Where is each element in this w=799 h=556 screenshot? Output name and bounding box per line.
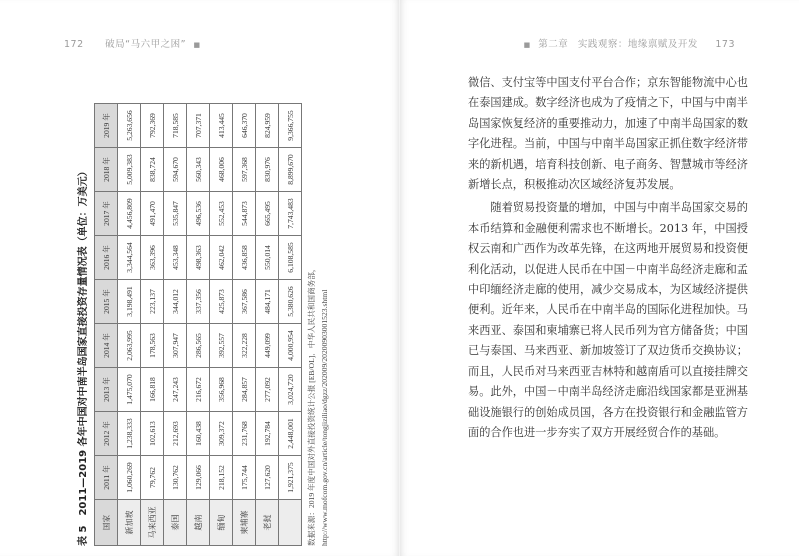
table-cell: 718,585 (164, 104, 187, 148)
table-cell: 344,012 (164, 280, 187, 324)
table-caption-text: 2011—2019 各年中国对中南半岛国家直接投资存量情况表（单位：万美元） (78, 166, 89, 516)
column-header: 2014 年 (95, 324, 118, 368)
table-row (118, 104, 141, 546)
table-cell: 7,743,483 (279, 192, 302, 236)
table-cell: 544,873 (233, 192, 256, 236)
table-cell: 216,672 (187, 368, 210, 412)
table-cell: 79,762 (141, 456, 164, 500)
left-page-number: 172 (64, 39, 84, 50)
left-page (0, 0, 399, 556)
column-header: 2012 年 (95, 412, 118, 456)
body-text (468, 73, 748, 445)
column-header: 2018 年 (95, 148, 118, 192)
table-cell: 212,693 (164, 412, 187, 456)
table-cell: 127,620 (256, 456, 279, 500)
table-cell: 792,369 (141, 104, 164, 148)
row-header-cell: 老挝 (256, 500, 279, 546)
book-title: 破局“马六甲之困” (105, 39, 187, 50)
table-cell: 129,066 (187, 456, 210, 500)
table-cell: 367,586 (233, 280, 256, 324)
table-cell: 277,092 (256, 368, 279, 412)
table-cell: 491,470 (141, 192, 164, 236)
table-cell: 102,613 (141, 412, 164, 456)
table-cell: 824,959 (256, 104, 279, 148)
row-header-cell: 新加坡 (118, 500, 141, 546)
table-header-row (95, 104, 118, 546)
table-cell: 363,396 (141, 236, 164, 280)
table-cell: 453,348 (164, 236, 187, 280)
right-page (400, 0, 799, 556)
table-cell: 247,243 (164, 368, 187, 412)
row-header-cell (279, 500, 302, 546)
table-body (118, 104, 302, 546)
table-cell: 707,371 (187, 104, 210, 148)
table-cell: 3,024,720 (279, 368, 302, 412)
table-cell: 552,453 (210, 192, 233, 236)
column-header: 2013 年 (95, 368, 118, 412)
table-cell: 1,475,070 (118, 368, 141, 412)
table-cell: 665,495 (256, 192, 279, 236)
row-header-cell: 柬埔寨 (233, 500, 256, 546)
table-row (187, 104, 210, 546)
table-row (256, 104, 279, 546)
table-cell: 413,445 (210, 104, 233, 148)
table-cell: 223,137 (141, 280, 164, 324)
table-cell: 218,152 (210, 456, 233, 500)
table-cell: 498,363 (187, 236, 210, 280)
paragraph: 随着贸易投资量的增加，中国与中南半岛国家交易的本币结算和金融便利需求也不断增长。2013 年，中国授权云南和广西作为改革先锋，在这两地开展贸易和投资便利化活动，以促进人民币在中国－中南半岛经济走廊和孟中印缅经济走廊的使用，减少交易成本，为区域经济提供便利。近年来，人民币在中南半岛的国际化进程加快。马来西亚、泰国和柬埔寨已将人民币列为官方储备货；中国已与泰国、马来西亚、新加坡签订了双边货币交换协议；而且，人民币对马来西亚吉林特和越南盾可以直接挂牌交易。此外，中国－中南半岛经济走廊沿线国家都是亚洲基础设施银行的创始成员国，各方在投资银行和金融监管方面的合作也进一步夯实了双方开展经贸合作的基础。 (468, 201, 748, 439)
table-row (164, 104, 187, 546)
table-cell: 4,000,954 (279, 324, 302, 368)
table-cell: 130,762 (164, 456, 187, 500)
table-cell: 5,380,626 (279, 280, 302, 324)
paragraph: 微信、支付宝等中国支付平台合作；京东智能物流中心也在泰国建成。数字经济也成为了疫情之下，中国与中南半岛国家恢复经济的重要推动力，加速了中南半岛国家的数字化进程。当前，中国与中南半岛国家正抓住数字经济带来的新机遇，培育科技创新、电子商务、智慧城市等经济新增长点，积极推动次区域经济复苏发展。 (468, 76, 748, 192)
header-mark: ■ (523, 41, 531, 49)
table-cell: 6,108,585 (279, 236, 302, 280)
table-cell: 535,847 (164, 192, 187, 236)
table-cell: 5,009,383 (118, 148, 141, 192)
investment-table (94, 103, 302, 546)
table-cell: 178,563 (141, 324, 164, 368)
table-cell: 286,565 (187, 324, 210, 368)
row-header-cell: 马来西亚 (141, 500, 164, 546)
table-row (279, 104, 302, 546)
table-cell: 307,947 (164, 324, 187, 368)
table-caption (76, 96, 92, 546)
table-cell: 231,768 (233, 412, 256, 456)
table-cell: 449,099 (256, 324, 279, 368)
table-cell: 356,968 (210, 368, 233, 412)
table-cell: 436,858 (233, 236, 256, 280)
table-cell: 597,368 (233, 148, 256, 192)
table-cell: 175,744 (233, 456, 256, 500)
row-header-cell: 越南 (187, 500, 210, 546)
table-cell: 1,238,333 (118, 412, 141, 456)
table-cell: 322,228 (233, 324, 256, 368)
column-header: 国家 (95, 500, 118, 546)
row-header-cell: 缅甸 (210, 500, 233, 546)
table-cell: 1,921,375 (279, 456, 302, 500)
table-cell: 166,818 (141, 368, 164, 412)
table-cell: 4,456,809 (118, 192, 141, 236)
table-cell: 1,060,269 (118, 456, 141, 500)
table-cell: 462,042 (210, 236, 233, 280)
column-header: 2017 年 (95, 192, 118, 236)
table-cell: 594,670 (164, 148, 187, 192)
rotated-table-block (76, 96, 332, 546)
chapter-title: 实践观察：地缘禀赋及开发 (577, 39, 698, 50)
table-row (210, 104, 233, 546)
table-cell: 838,724 (141, 148, 164, 192)
table-cell: 284,857 (233, 368, 256, 412)
table-cell: 9,366,755 (279, 104, 302, 148)
table-caption-label: 表 5 (78, 525, 89, 546)
right-page-header (524, 36, 735, 50)
table-cell: 8,899,670 (279, 148, 302, 192)
chapter-label: 第二章 (538, 39, 569, 50)
table-row (141, 104, 164, 546)
table-cell: 560,343 (187, 148, 210, 192)
left-page-header (64, 36, 201, 50)
column-header: 2019 年 (95, 104, 118, 148)
column-header: 2011 年 (95, 456, 118, 500)
table-cell: 646,370 (233, 104, 256, 148)
table-cell: 2,448,001 (279, 412, 302, 456)
table-cell: 392,557 (210, 324, 233, 368)
table-cell: 309,372 (210, 412, 233, 456)
row-header-cell: 泰国 (164, 500, 187, 546)
table-cell: 550,014 (256, 236, 279, 280)
right-page-number: 173 (715, 39, 735, 50)
table-cell: 160,438 (187, 412, 210, 456)
column-header: 2015 年 (95, 280, 118, 324)
header-mark: ■ (193, 41, 201, 49)
table-cell: 3,198,491 (118, 280, 141, 324)
table-row (233, 104, 256, 546)
table-cell: 496,536 (187, 192, 210, 236)
table-source-note: 数据来源：2019 年度中国对外直接投资统计公报 [EB/OL]．中华人民共和国商务部，http://www.mofcom.gov.cn/article/tongjiziliao/dgzz/202009/20200903001523.shtml (307, 264, 329, 546)
table-cell: 192,784 (256, 412, 279, 456)
table-cell: 425,873 (210, 280, 233, 324)
column-header: 2016 年 (95, 236, 118, 280)
table-cell: 830,976 (256, 148, 279, 192)
table-cell: 337,356 (187, 280, 210, 324)
table-cell: 5,263,656 (118, 104, 141, 148)
table-cell: 2,063,995 (118, 324, 141, 368)
table-cell: 468,006 (210, 148, 233, 192)
table-cell: 484,171 (256, 280, 279, 324)
table-cell: 3,344,564 (118, 236, 141, 280)
